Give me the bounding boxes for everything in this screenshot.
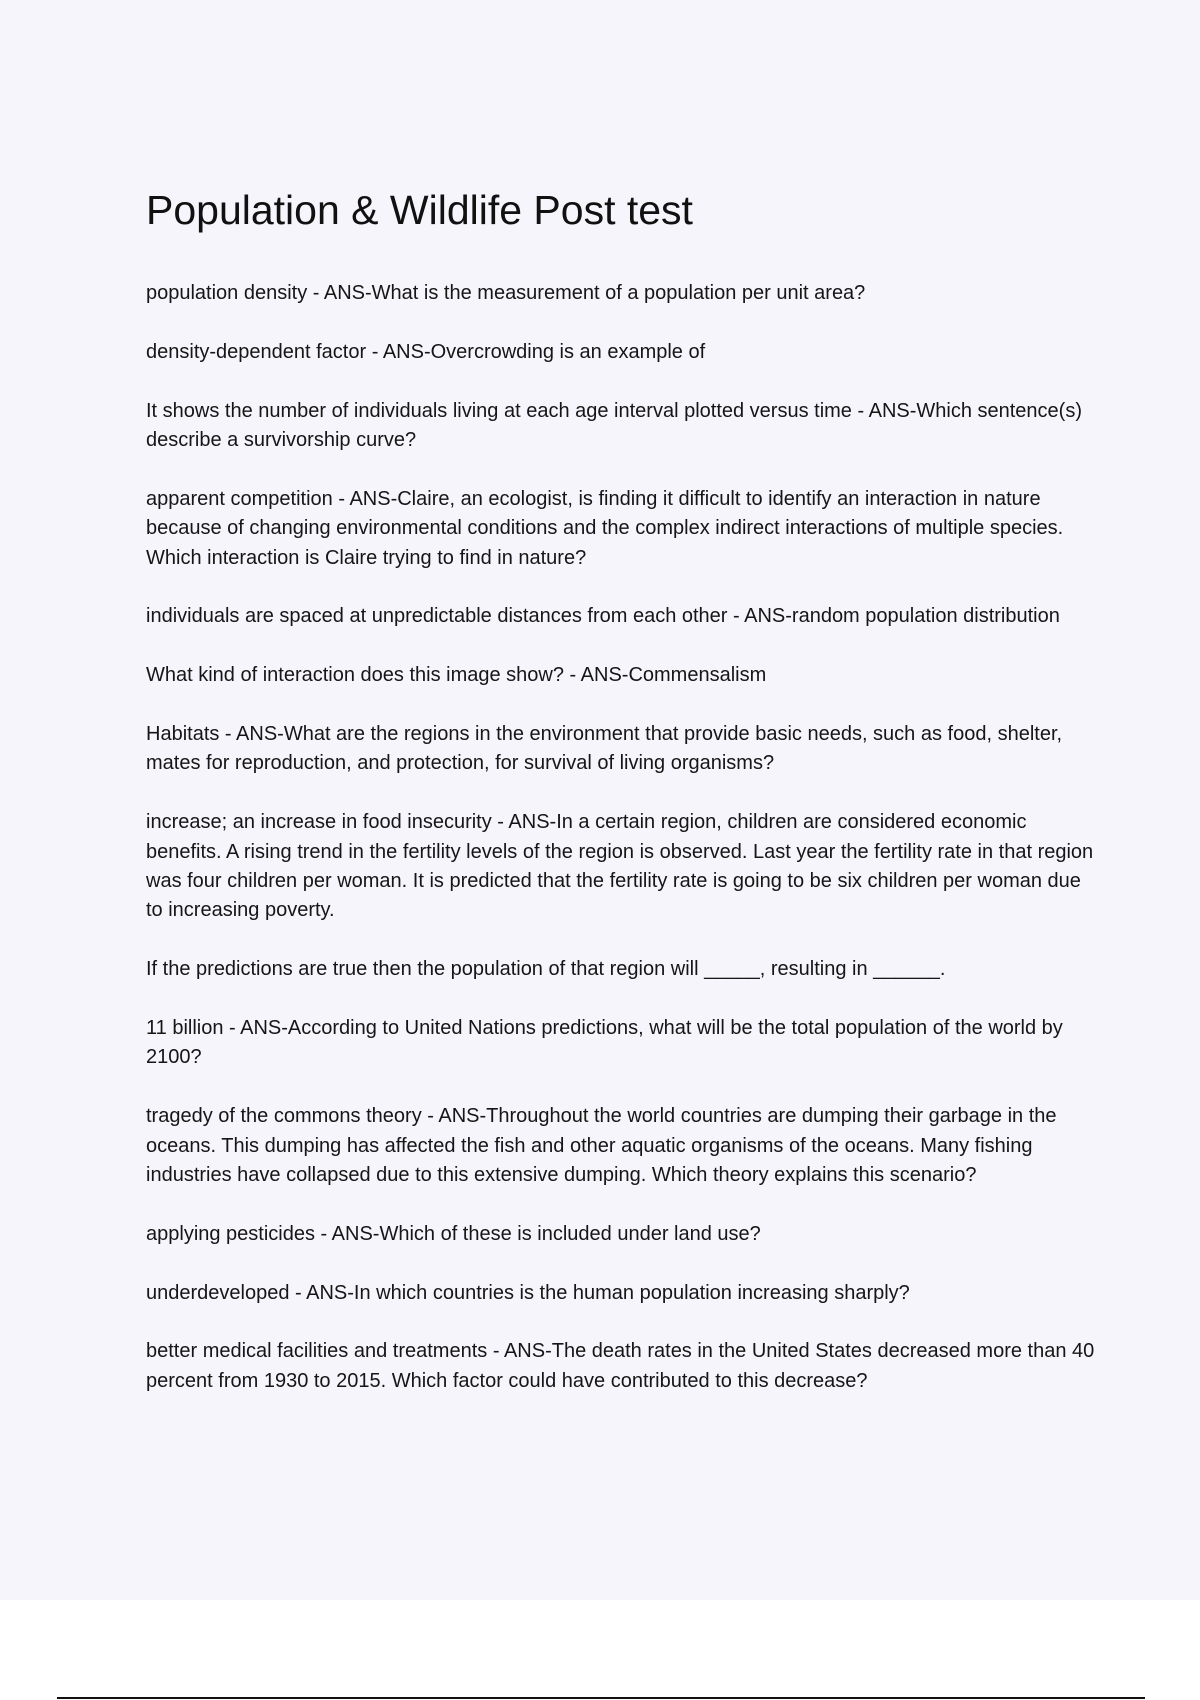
- qa-item-1: population density - ANS-What is the measurement of a population per unit area?: [146, 282, 866, 304]
- qa-item-4: apparent competition - ANS-Claire, an ecologist, is finding it difficult to identify an interaction in nature because of changing environmental conditions and the complex indirect interactions of multiple species. Which interaction is Claire trying to find in nature?: [146, 487, 1064, 569]
- qa-item-14: better medical facilities and treatments - ANS-The death rates in the United States decreased more than 40 percent from 1930 to 2015. Which factor could have contributed to this decrease?: [146, 1340, 1095, 1392]
- qa-item-7: Habitats - ANS-What are the regions in the environment that provide basic needs, such as food, shelter, mates for reproduction, and protection, for survival of living organisms?: [146, 723, 1063, 775]
- qa-item-8: increase; an increase in food insecurity - ANS-In a certain region, children are considered economic benefits. A rising trend in the fertility levels of the region is observed. Last year the fertility rate in that region was four children per woman. It is predicted that the fertility rate is going to be six children per woman due to increasing poverty.: [146, 811, 1094, 922]
- qa-item-2: density-dependent factor - ANS-Overcrowding is an example of: [146, 340, 706, 363]
- qa-item-13: underdeveloped - ANS-In which countries is the human population increasing sharply?: [146, 1281, 910, 1304]
- qa-item-5: individuals are spaced at unpredictable distances from each other - ANS-random population distribution: [146, 605, 1060, 628]
- document-title: Population & Wildlife Post test: [146, 187, 693, 233]
- qa-item-6: What kind of interaction does this image show? - ANS-Commensalism: [146, 664, 767, 687]
- qa-item-10: 11 billion - ANS-According to United Nations predictions, what will be the total population of the world by 2100?: [146, 1017, 1063, 1069]
- qa-item-9: If the predictions are true then the population of that region will _____, resulting in ______.: [146, 958, 946, 981]
- qa-item-3: It shows the number of individuals living at each age interval plotted versus time - ANS-Which sentence(s) describe a survivorship curve?: [146, 399, 1082, 451]
- qa-item-11: tragedy of the commons theory - ANS-Throughout the world countries are dumping their garbage in the oceans. This dumping has affected the fish and other aquatic organisms of the oceans. Many fishing industries have collapsed due to this extensive dumping. Which theory explains this scenario?: [146, 1105, 1057, 1187]
- page-footer-divider: [57, 1697, 1145, 1699]
- qa-item-12: applying pesticides - ANS-Which of these is included under land use?: [146, 1222, 761, 1245]
- qa-list: [146, 279, 1096, 1396]
